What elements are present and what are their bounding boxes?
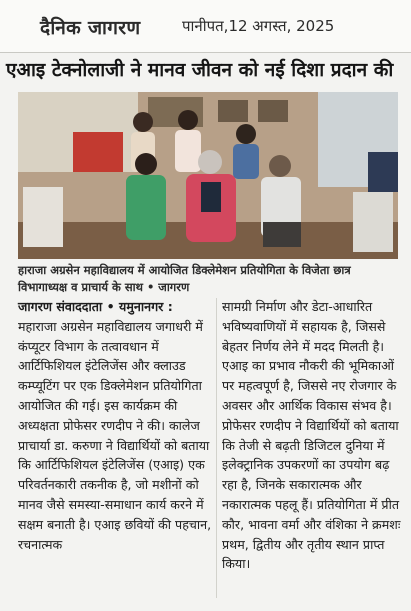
masthead-rule	[0, 52, 411, 53]
article-body-right: सामग्री निर्माण और डेटा-आधारित भविष्यवाणियों में सहायक है, जिससे बेहतर निर्णय लेने में मदद मिलती है। एआइ का प्रभाव नौकरी की भूमिकाओं पर महत्वपूर्ण है, जिससे नए रोजगार के अवसर और आर्थिक विकास संभव है। प्रोफेसर रणदीप ने विद्यार्थियों को बताया कि तेजी से बढ़ती डिजिटल दुनिया में इलेक्ट्रानिक उपकरणों का उपयोग बढ़ रहा है, जिनके सकारात्मक और नकारात्मक पहलू हैं। प्रतियोगिता में प्रीत कौर, भावना वर्मा और वंशिका ने क्रमशः प्रथम, द्वितीय और तृतीय स्थान प्राप्त किया।	[222, 299, 401, 572]
column-divider	[216, 298, 217, 598]
article-column-right	[222, 297, 408, 574]
byline: जागरण संवाददाता • यमुनानगर :	[18, 299, 173, 314]
photo-caption: हाराजा अग्रसेन महाविद्यालय में आयोजित डिक्लेमेशन प्रतियोगिता के विजेता छात्र विभागाध्यक्ष व प्राचार्य के साथ • जागरण	[18, 263, 351, 294]
group-photo-illustration	[18, 92, 398, 259]
dateline: पानीपत,12 अगस्त, 2025	[182, 17, 335, 35]
article-body-left: महाराजा अग्रसेन महाविद्यालय जगाधरी में कंप्यूटर विभाग के तत्वावधान में आर्टिफिशियल इंटेलिजेंस और क्लाउड कम्प्यूटिंग पर एक डिक्लेमेशन प्रतियोगिता आयोजित की गई। इस कार्यक्रम की अध्यक्षता प्रोफेसर रणदीप ने की। कालेज प्राचार्या डा. करुणा ने विद्यार्थियों को बताया कि आर्टिफिशियल इंटेलिजेंस (एआइ) एक परिवर्तनकारी तकनीक है, जो मशीनों को मानव जैसे समस्या-समाधान कार्य करने में सक्षम बनाती है। एआइ छवियों की पहचान, रचनात्मक	[18, 318, 212, 552]
newspaper-title: दैनिक जागरण	[40, 17, 141, 39]
article-column-left	[18, 297, 214, 554]
article-headline: एआइ टेक्नोलाजी ने मानव जीवन को नई दिशा प्रदान की	[6, 59, 394, 81]
news-photo	[18, 92, 398, 259]
masthead	[0, 0, 411, 52]
